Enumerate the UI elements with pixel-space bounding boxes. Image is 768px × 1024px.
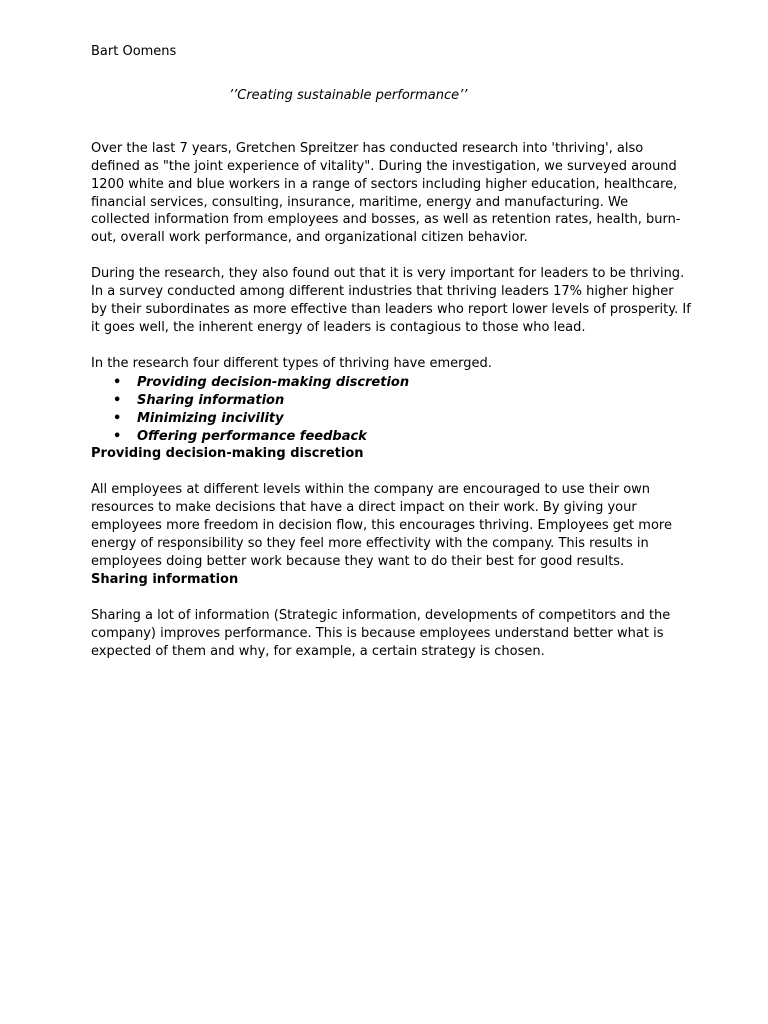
paragraph-intro: Over the last 7 years, Gretchen Spreitzer has conducted research into 'thriving', also defined as "the joint experience of vitality". During the investigation, we surveyed around 1200 white and blue workers in a range of sectors including higher education, healthcare, financial services, consulting, insurance, maritime, energy and manufacturing. We collected information from employees and bosses, as well as retention rates, health, burn-out, overall work performance, and organizational citizen behavior. xyxy=(91,140,681,246)
list-item-text: Sharing information xyxy=(137,392,285,408)
paragraph-sharing: Sharing a lot of information (Strategic information, developments of competitors and the company) improves performance. This is because employees understand better what is expected of them and why, for example, a certain strategy is chosen. xyxy=(91,607,671,659)
list-item xyxy=(91,392,691,410)
paragraph-discretion: All employees at different levels within the company are encouraged to use their own resources to make decisions that have a direct impact on their work. By giving your employees more freedom in decision flow, this encourages thriving. Employees get more energy of responsibility so they feel more effectivity with the company. This results in employees doing better work because they want to do their best for good results. xyxy=(91,482,672,569)
list-item-text: Offering performance feedback xyxy=(137,428,367,444)
document-title: ’’Creating sustainable performance’’ xyxy=(229,87,468,103)
paragraph-types-intro: In the research four different types of thriving have emerged. xyxy=(91,355,492,371)
list-item xyxy=(91,428,691,446)
list-item xyxy=(91,374,691,392)
bullet-icon: • xyxy=(113,428,122,444)
list-item-text: Minimizing incivility xyxy=(137,410,284,426)
thriving-types-list xyxy=(91,374,691,446)
bullet-icon: • xyxy=(113,392,122,408)
document-content xyxy=(91,43,691,660)
section-heading-sharing: Sharing information xyxy=(91,571,239,587)
section-heading-discretion: Providing decision-making discretion xyxy=(91,446,364,462)
paragraph-leaders: During the research, they also found out that it is very important for leaders to be thriving. In a survey conducted among different industries that thriving leaders 17% higher higher by their subordinates as more effective than leaders who report lower levels of prosperity. If it goes well, the inherent energy of leaders is contagious to those who lead. xyxy=(91,266,691,335)
list-item xyxy=(91,410,691,428)
author-name: Bart Oomens xyxy=(91,44,177,59)
bullet-icon: • xyxy=(113,410,122,426)
bullet-icon: • xyxy=(113,374,122,390)
list-item-text: Providing decision-making discretion xyxy=(137,374,410,390)
